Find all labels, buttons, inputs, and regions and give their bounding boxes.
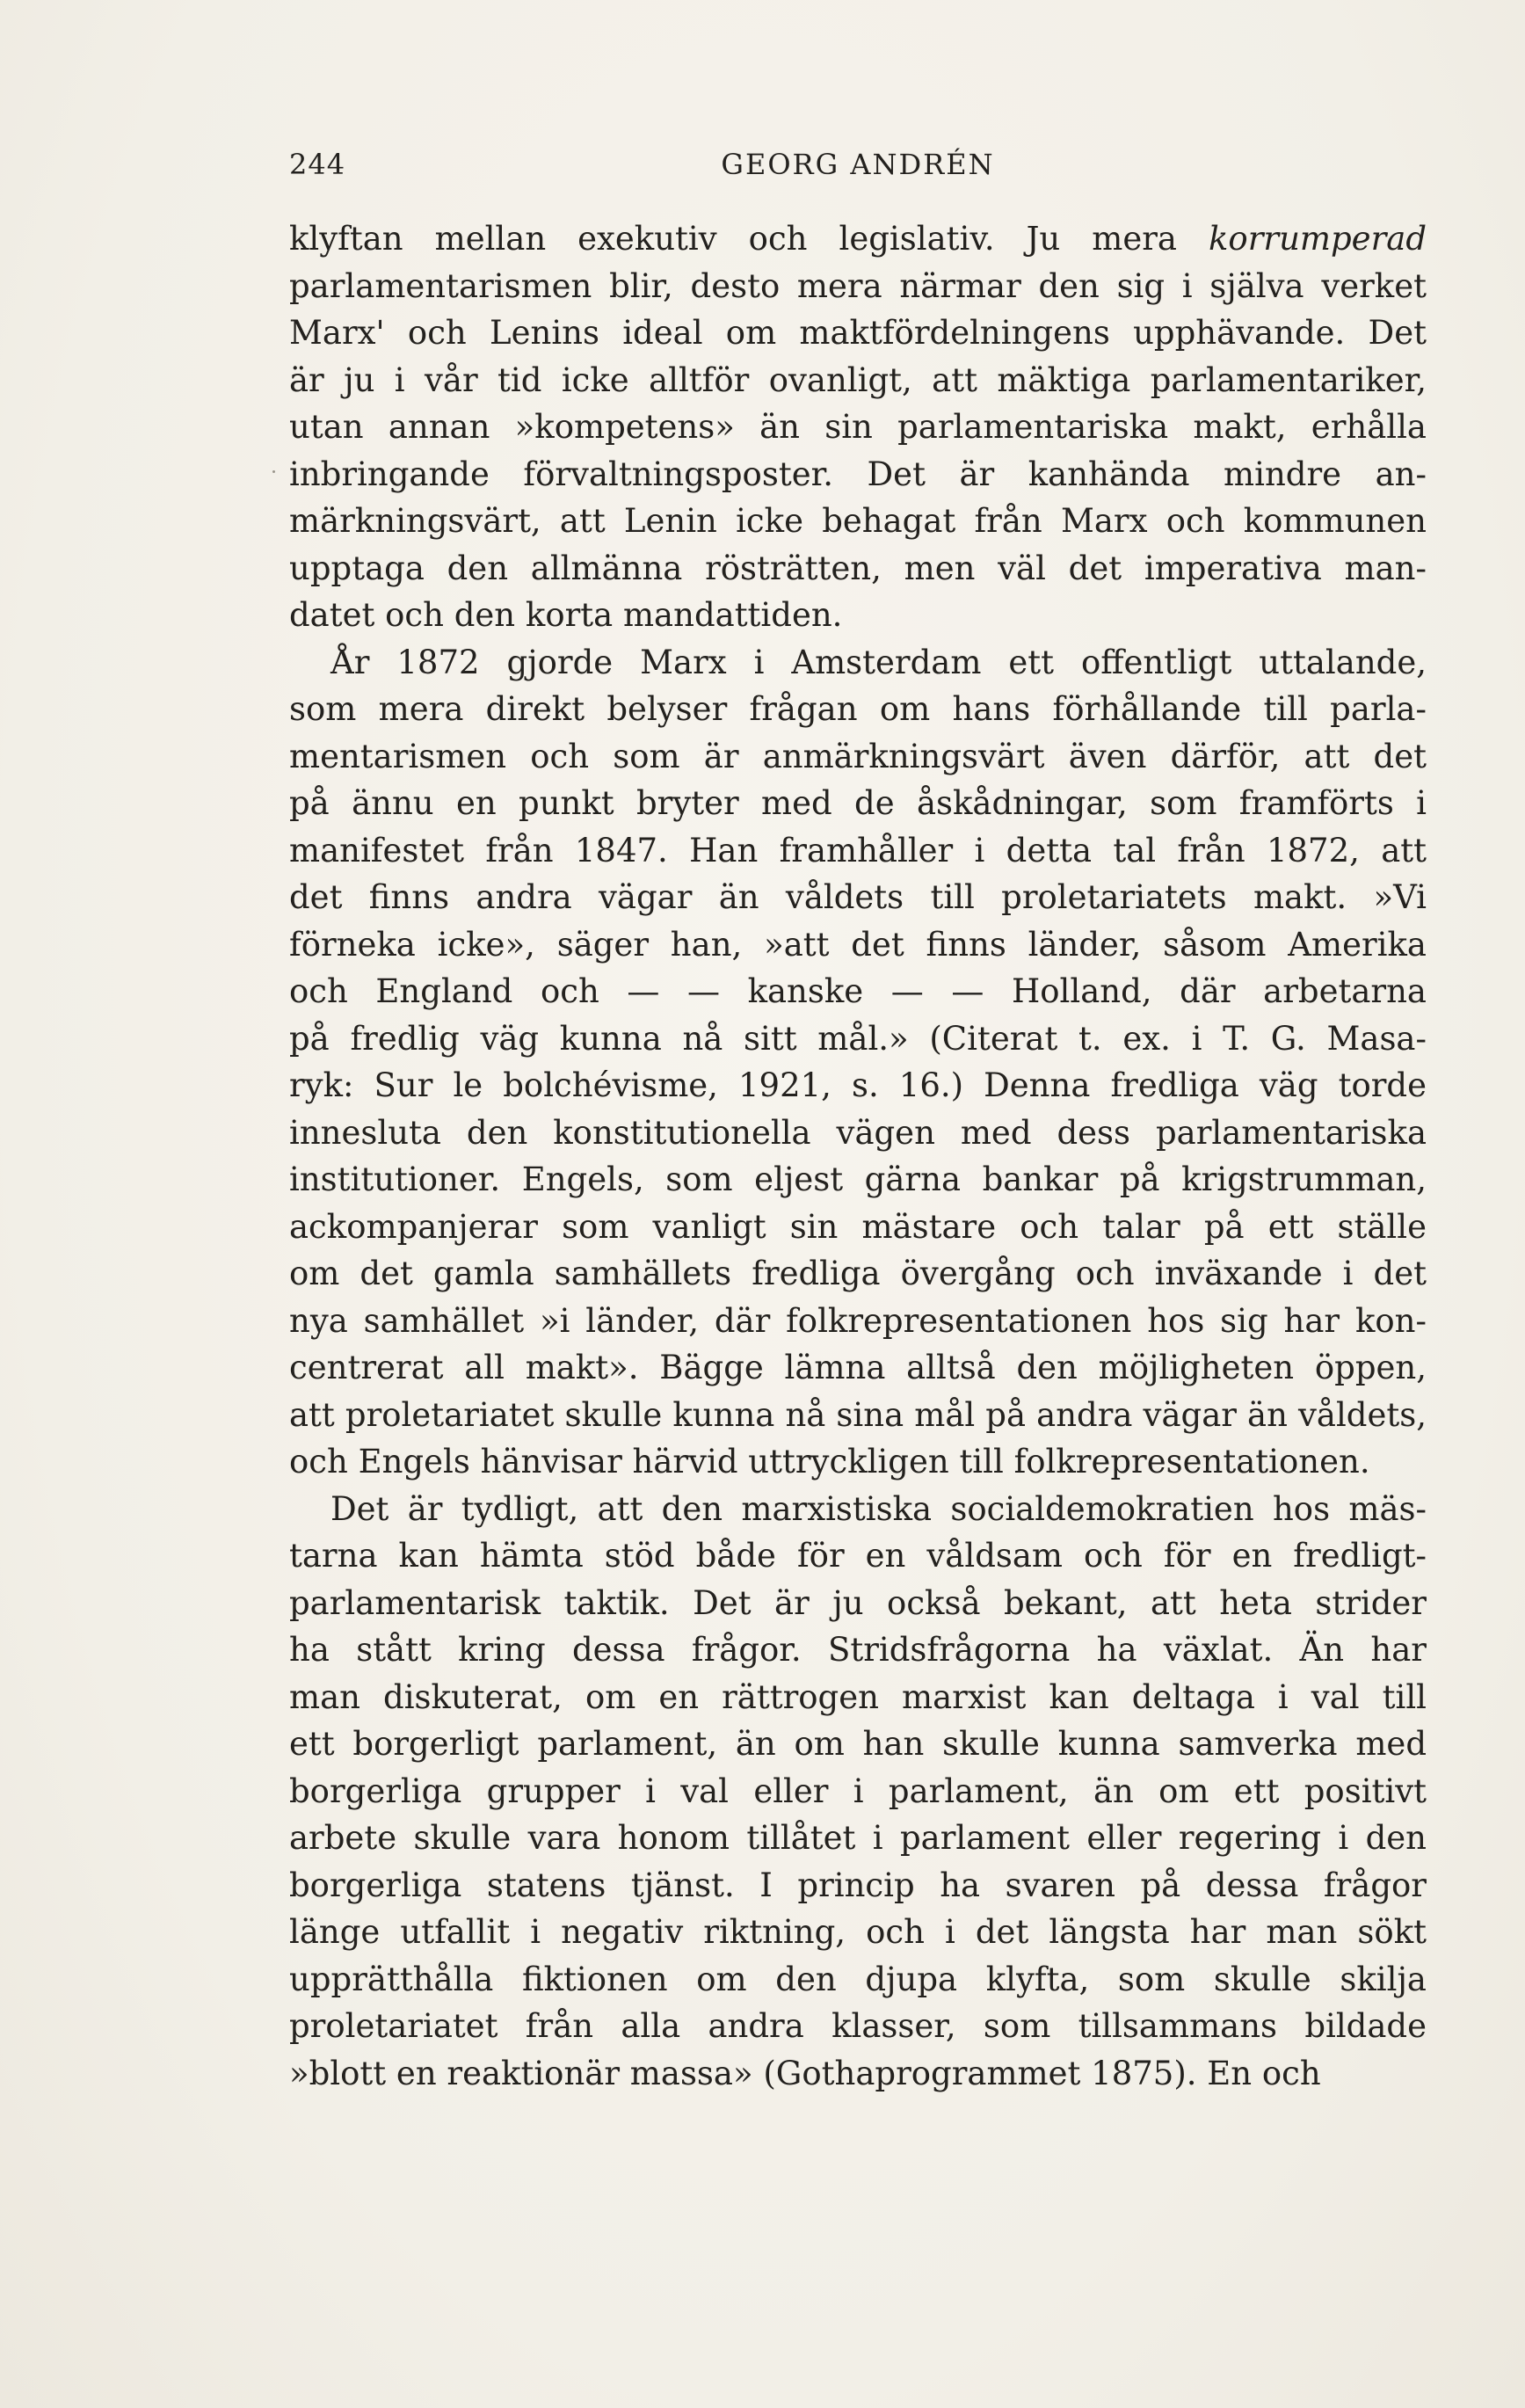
text-line: »blott en reaktionär massa» (Gothaprogrammet 1875). En och [289,2054,1321,2092]
text-line: parlamentarismen blir, desto mera närmar den sig i själva verket [289,266,1427,305]
text-line: manifestet från 1847. Han framhåller i detta tal från 1872, att [289,831,1427,869]
text-line: tarna kan hämta stöd både för en våldsam och för en fredligt- [289,1537,1427,1575]
text-line: ackompanjerar som vanligt sin mästare och talar på ett ställe [289,1207,1427,1246]
text-line: mentarismen och som är anmärkningsvärt även därför, att det [289,737,1427,775]
text-line: ha stått kring dessa frågor. Stridsfrågorna ha växlat. Än har [289,1631,1427,1669]
text-line: och England och — — kanske — — Holland, där arbetarna [289,972,1427,1010]
text-line: ryk: Sur le bolchévisme, 1921, s. 16.) Denna fredliga väg torde [289,1066,1427,1104]
paragraph [289,639,1427,1486]
margin-speck [272,470,275,473]
text-line [289,215,1427,263]
text-line: som mera direkt belyser frågan om hans förhållande till parla- [289,690,1427,728]
text-line: institutioner. Engels, som eljest gärna bankar på krigstrumman, [289,1160,1427,1198]
text-line: på fredlig väg kunna nå sitt mål.» (Citerat t. ex. i T. G. Masa- [289,1019,1427,1058]
text-run: klyftan mellan exekutiv och legislativ. Ju mera [289,220,1209,258]
text-line: År 1872 gjorde Marx i Amsterdam ett offentligt uttalande, [330,643,1427,681]
text-line: upptaga den allmänna rösträtten, men väl det imperativa man- [289,549,1427,587]
text-line: proletariatet från alla andra klasser, som tillsammans bildade [289,2007,1427,2045]
text-line: det finns andra vägar än våldets till proletariatets makt. »Vi [289,878,1427,916]
text-line: om det gamla samhällets fredliga övergång och inväxande i det [289,1255,1427,1292]
text-line: är ju i vår tid icke alltför ovanligt, att mäktiga parlamentariker, [289,360,1427,399]
text-line: nya samhället »i länder, där folkrepresentationen hos sig har kon- [289,1301,1427,1340]
running-title: GEORG ANDRÉN [721,148,995,181]
text-line: inbringande förvaltningsposter. Det är kanhända mindre an- [289,455,1427,493]
text-line: man diskuterat, om en rättrogen marxist kan deltaga i val till [289,1677,1427,1716]
text-line: förneka icke», säger han, »att det finns länder, såsom Amerika [289,925,1427,964]
text-line: märkningsvärt, att Lenin icke behagat från Marx och kommunen [289,502,1427,540]
text-line: länge utfallit i negativ riktning, och i det längsta har man sökt [289,1913,1427,1951]
text-line: arbete skulle vara honom tillåtet i parlament eller regering i den [289,1819,1427,1857]
text-line: parlamentarisk taktik. Det är ju också bekant, att heta strider [289,1583,1427,1622]
text-line: centrerat all makt». Bägge lämna alltså den möjligheten öppen, [289,1349,1427,1386]
text-line: upprätthålla fiktionen om den djupa klyfta, som skulle skilja [289,1960,1427,1998]
paragraph [289,215,1427,639]
page-number: 244 [289,148,346,181]
text-line: Marx' och Lenins ideal om maktfördelningens upphävande. Det [289,314,1427,352]
paragraph [289,1486,1427,2098]
text-line: och Engels hänvisar härvid uttryckligen till folkrepresentationen. [289,1443,1370,1480]
text-line: borgerliga grupper i val eller i parlament, än om ett positivt [289,1771,1427,1810]
text-line: innesluta den konstitutionella vägen med dess parlamentariska [289,1113,1427,1152]
text-line: ett borgerligt parlament, än om han skulle kunna samverka med [289,1725,1427,1763]
emphasized-word: korrumperad [1209,220,1427,258]
body-text [289,215,1427,2097]
text-line: Det är tydligt, att den marxistiska socialdemokratien hos mäs- [330,1489,1427,1528]
text-line: på ännu en punkt bryter med de åskådningar, som framförts i [289,784,1427,822]
text-line: borgerliga statens tjänst. I princip ha svaren på dessa frågor [289,1866,1427,1904]
text-line: att proletariatet skulle kunna nå sina mål på andra vägar än våldets, [289,1395,1427,1434]
text-line: datet och den korta mandattiden. [289,596,843,634]
text-line: utan annan »kompetens» än sin parlamentariska makt, erhålla [289,408,1427,446]
running-head [289,148,1427,192]
